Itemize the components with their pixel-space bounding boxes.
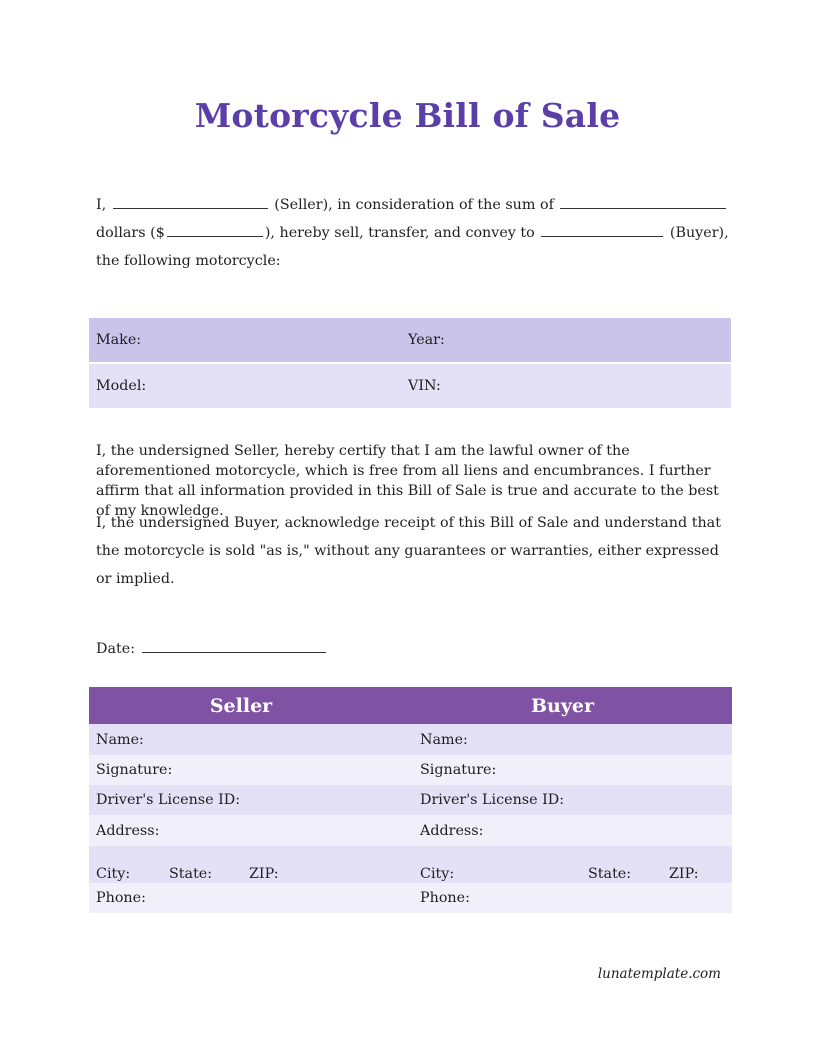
buyer-zip-field[interactable]: ZIP: (669, 866, 699, 882)
source-footer: lunatemplate.com (597, 966, 721, 982)
seller-name-field[interactable]: Name: (96, 731, 144, 748)
party-row-license (89, 785, 732, 815)
intro-buyer: (Buyer), (669, 225, 729, 241)
buyer-address-field[interactable]: Address: (420, 822, 484, 839)
intro-sell: ), hereby sell, transfer, and convey to (264, 225, 535, 241)
document-title: Motorcycle Bill of Sale (194, 96, 621, 135)
sum-words-blank[interactable] (560, 192, 726, 209)
buyer-city-field[interactable]: City: (420, 866, 455, 882)
party-row-phone (89, 883, 732, 913)
seller-city-field[interactable]: City: (96, 866, 131, 882)
party-row-name (89, 724, 732, 755)
party-row-signature (89, 755, 732, 785)
vin-field[interactable]: VIN: (408, 378, 441, 394)
seller-address-field[interactable]: Address: (96, 822, 160, 839)
seller-license-field[interactable]: Driver's License ID: (96, 792, 241, 808)
make-field[interactable]: Make: (96, 332, 142, 348)
seller-state-field[interactable]: State: (169, 866, 213, 882)
seller-heading: Seller (209, 694, 273, 717)
date-line (96, 636, 328, 657)
seller-zip-field[interactable]: ZIP: (249, 866, 279, 882)
intro-i: I, (96, 197, 107, 213)
seller-certification: I, the undersigned Seller, hereby certify that I am the lawful owner of the aforementioned motorcycle, which is free from all liens and encumbrances. I further affirm that all information provided in this Bill of Sale is true and accurate to the best of my knowledge. (96, 443, 719, 519)
parties-table (89, 687, 732, 913)
seller-city-state-zip (89, 846, 413, 883)
intro-seller: (Seller), in consideration of the sum of (274, 197, 554, 213)
intro-line-3: the following motorcycle: (96, 253, 281, 269)
vehicle-row-model-vin (89, 364, 731, 408)
parties-header (89, 687, 732, 724)
buyer-signature-field[interactable]: Signature: (420, 762, 497, 778)
buyer-name-field[interactable]: Name: (420, 731, 468, 748)
date-blank[interactable] (142, 636, 326, 653)
seller-signature-field[interactable]: Signature: (96, 762, 173, 778)
party-row-address (89, 815, 732, 846)
intro-dollars: dollars ($ (96, 225, 165, 241)
seller-name-blank[interactable] (113, 192, 268, 209)
vehicle-details-table (89, 318, 731, 408)
buyer-state-field[interactable]: State: (588, 866, 632, 882)
date-label: Date: (96, 641, 136, 657)
vehicle-row-make-year (89, 318, 731, 362)
buyer-heading: Buyer (530, 694, 594, 717)
year-field[interactable]: Year: (408, 332, 445, 348)
party-row-city (89, 846, 732, 883)
buyer-acknowledgement: I, the undersigned Buyer, acknowledge receipt of this Bill of Sale and understand that the motorcycle is sold "as is," without any guarantees or warranties, either expressed or implied. (96, 515, 721, 587)
buyer-name-blank[interactable] (541, 220, 663, 237)
sum-amount-blank[interactable] (167, 220, 263, 237)
intro-line-2 (96, 219, 729, 247)
buyer-city-state-zip (413, 846, 732, 883)
intro-line-1 (96, 191, 721, 219)
model-field[interactable]: Model: (96, 378, 147, 394)
buyer-license-field[interactable]: Driver's License ID: (420, 792, 565, 808)
seller-phone-field[interactable]: Phone: (96, 890, 146, 906)
buyer-phone-field[interactable]: Phone: (420, 890, 470, 906)
